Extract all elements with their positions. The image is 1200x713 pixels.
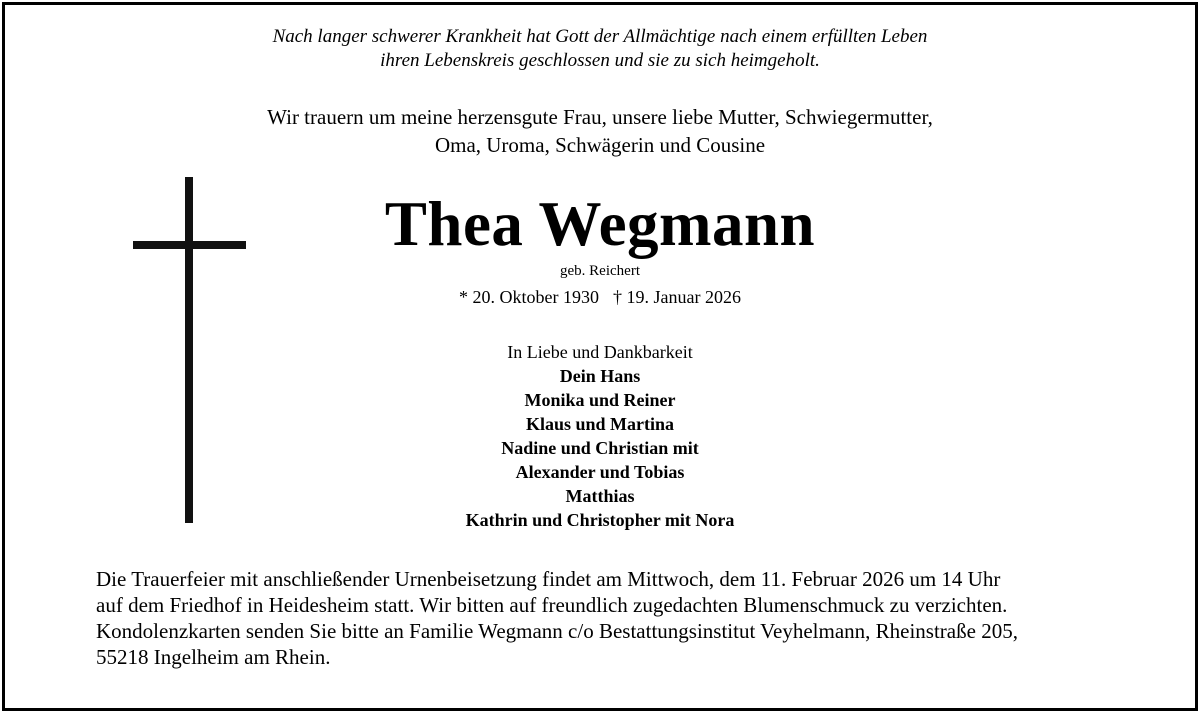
signers-block [0, 340, 1200, 532]
maiden-name: geb. Reichert [560, 263, 640, 279]
signer-name: Klaus und Martina [525, 414, 675, 434]
notice-line: 55218 Ingelheim am Rhein. [96, 645, 331, 669]
notice-line: Kondolenzkarten senden Sie bitte an Familie Wegmann c/o Bestattungsinstitut Veyhelmann, Rheinstraße 205, [96, 619, 1018, 643]
signer-name: Matthias [565, 486, 635, 506]
signer-name: Kathrin und Christopher mit Nora [465, 510, 735, 530]
signer-name: Monika und Reiner [524, 390, 676, 410]
intro-text [0, 25, 1200, 73]
signer-name: Alexander und Tobias [515, 462, 685, 482]
funeral-notice [96, 566, 1136, 670]
birth-date: * 20. Oktober 1930 [459, 287, 599, 307]
signer-name: Nadine und Christian mit [501, 438, 699, 458]
signers-lead: In Liebe und Dankbarkeit [507, 342, 693, 362]
notice-line: Die Trauerfeier mit anschließender Urnenbeisetzung findet am Mittwoch, dem 11. Februar 2026 um 14 Uhr [96, 567, 1001, 591]
death-date: † 19. Januar 2026 [613, 287, 741, 307]
notice-line: auf dem Friedhof in Heidesheim statt. Wir bitten auf freundlich zugedachten Blumenschmuck zu verzichten. [96, 593, 1008, 617]
life-dates [0, 285, 1200, 309]
mourning-line: Wir trauern um meine herzensgute Frau, unsere liebe Mutter, Schwiegermutter, [267, 105, 933, 129]
mourning-line: Oma, Uroma, Schwägerin und Cousine [434, 133, 766, 157]
deceased-name: Thea Wegmann [384, 189, 816, 259]
intro-line: Nach langer schwerer Krankheit hat Gott der Allmächtige nach einem erfüllten Leben [272, 26, 928, 47]
signer-name: Dein Hans [559, 366, 641, 386]
intro-line: ihren Lebenskreis geschlossen und sie zu sich heimgeholt. [380, 50, 820, 71]
mourning-text [0, 103, 1200, 159]
